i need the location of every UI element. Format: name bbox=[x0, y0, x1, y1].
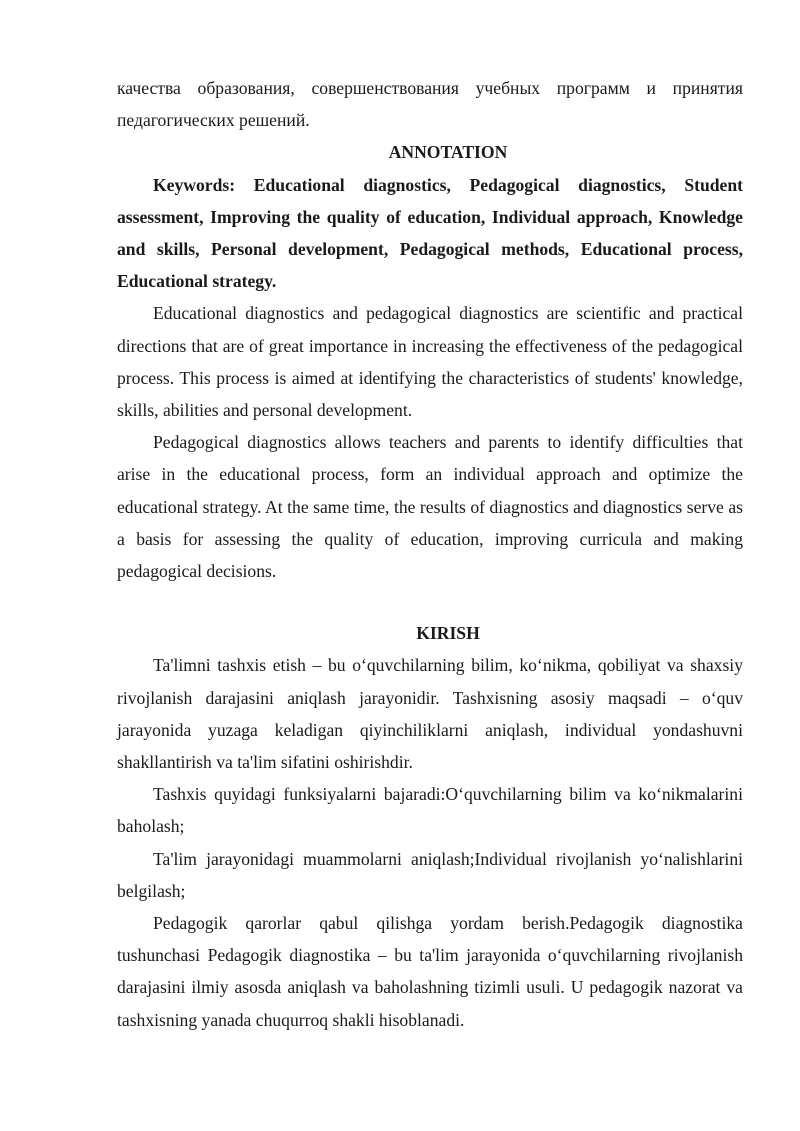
keywords-paragraph: Keywords: Educational diagnostics, Pedagogical diagnostics, Student assessment, Improving the quality of education, Individual approach, Knowledge and skills, Personal development, Pedagogical methods, Educational process, Educational strategy. bbox=[117, 174, 743, 292]
kirish-paragraph: Pedagogik qarorlar qabul qilishga yordam berish.Pedagogik diagnostika tushunchasi Pedagogik diagnostika – bu ta'lim jarayonida o‘quvchilarning rivojlanish darajasini ilmiy asosda aniqlash va baholashning tizimli usuli. U pedagogik nazorat va tashxisning yanada chuqurroq shakli hisoblanadi. bbox=[117, 913, 743, 1030]
document-page bbox=[117, 72, 743, 1036]
annotation-paragraph: Pedagogical diagnostics allows teachers and parents to identify difficulties that arise in the educational process, form an individual approach and optimize the educational strategy. At the same time, the results of diagnostics and diagnostics serve as a basis for assessing the quality of education, improving curricula and making pedagogical decisions. bbox=[117, 432, 743, 582]
kirish-paragraph: Tashxis quyidagi funksiyalarni bajaradi:O‘quvchilarning bilim va ko‘nikmalarini baholash; bbox=[117, 784, 743, 837]
intro-continuation-paragraph: качества образования, совершенствования учебных программ и принятия педагогических решений. bbox=[117, 78, 743, 131]
annotation-heading: ANNOTATION bbox=[388, 142, 508, 163]
kirish-paragraph: Ta'limni tashxis etish – bu o‘quvchilarning bilim, ko‘nikma, qobiliyat va shaxsiy rivojlanish darajasini aniqlash jarayonidir. Tashxisning asosiy maqsadi – o‘quv jarayonida yuzaga keladigan qiyinchiliklarni aniqlash, individual yondashuvni shakllantirish va ta'lim sifatini oshirishdir. bbox=[117, 655, 743, 773]
annotation-paragraph: Educational diagnostics and pedagogical diagnostics are scientific and practical directions that are of great importance in increasing the effectiveness of the pedagogical process. This process is aimed at identifying the characteristics of students' knowledge, skills, abilities and personal development. bbox=[117, 303, 743, 421]
kirish-paragraph: Ta'lim jarayonidagi muammolarni aniqlash;Individual rivojlanish yo‘nalishlarini belgilash; bbox=[117, 848, 743, 901]
kirish-heading: KIRISH bbox=[416, 623, 480, 644]
